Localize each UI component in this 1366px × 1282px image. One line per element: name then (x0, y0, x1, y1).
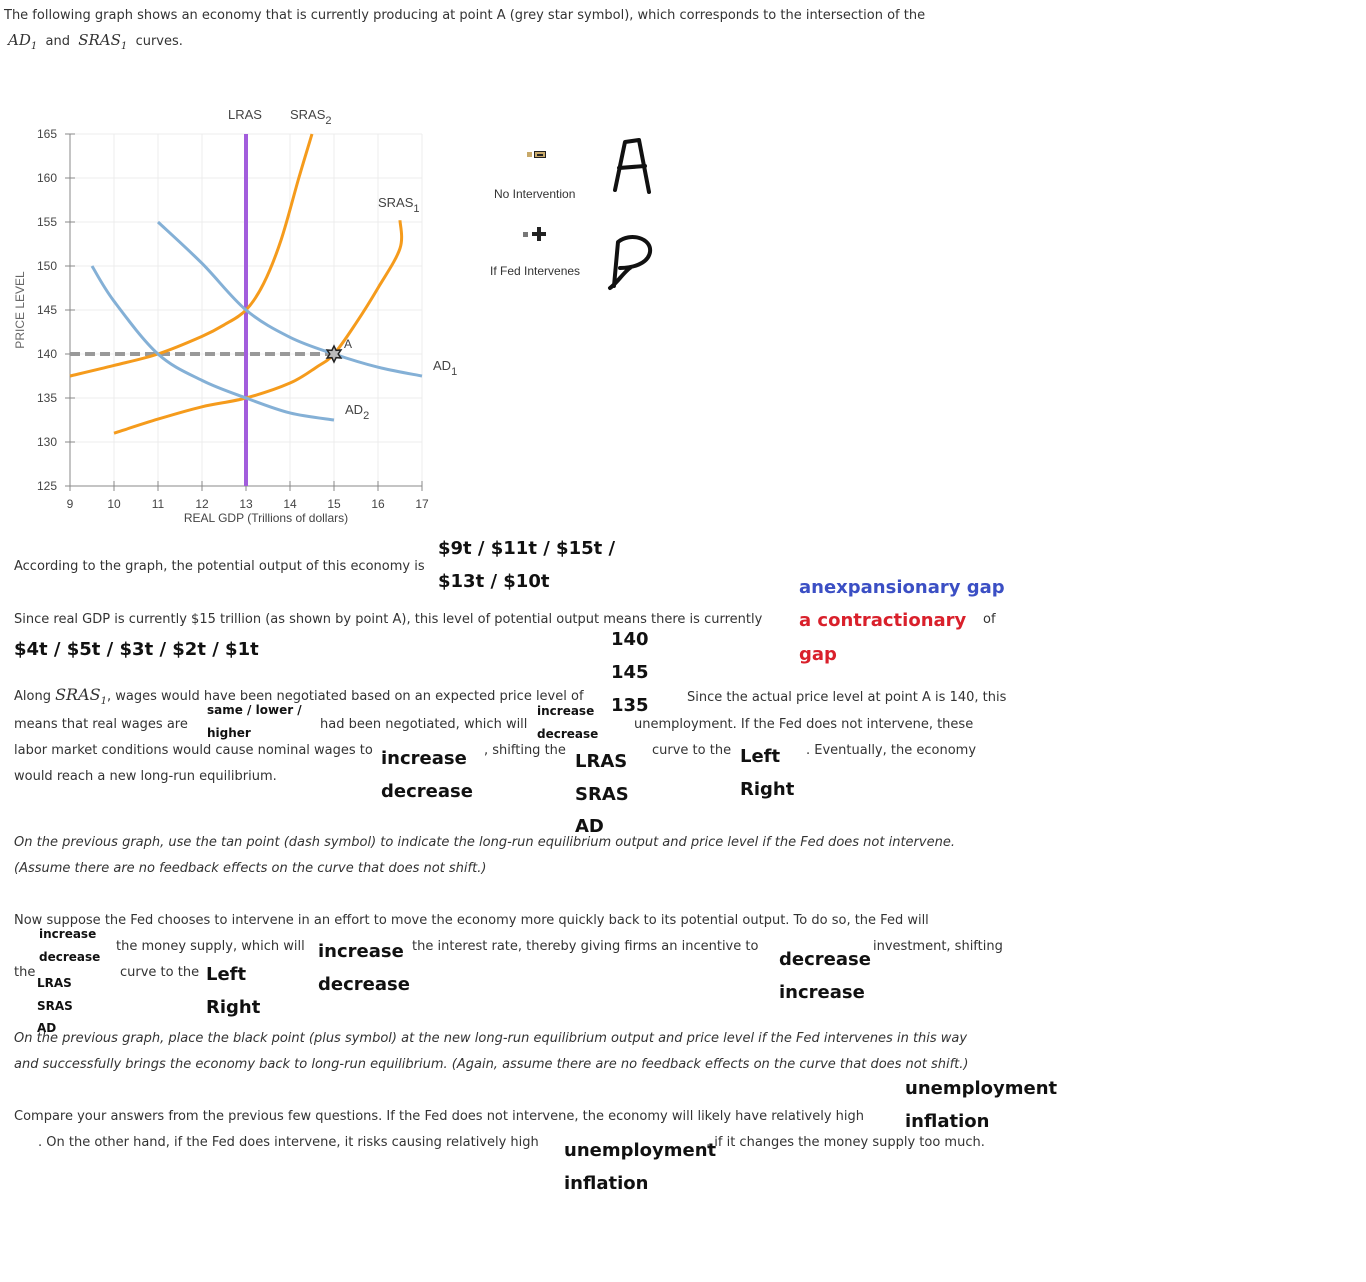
x-tick-label: 17 (415, 497, 429, 511)
q2-option-gap[interactable]: gap (799, 644, 837, 665)
q7-text1: Compare your answers from the previous few questions. If the Fed does not intervene, the economy will likely have relatively high (14, 1109, 865, 1124)
q3-means: means that real wages are (14, 717, 188, 732)
label-lras: LRAS (228, 107, 262, 122)
q2-amount-options[interactable]: $4t / $5t / $3t / $2t / $1t (14, 639, 259, 660)
y-tick-label: 160 (36, 171, 57, 185)
tan-dash-point[interactable] (527, 152, 532, 157)
x-tick-label: 12 (195, 497, 209, 511)
q1-options-line1[interactable]: $9t / $11t / $15t / (438, 538, 616, 559)
curve-sras2[interactable] (70, 134, 312, 376)
x-axis-label: REAL GDP (Trillions of dollars) (183, 511, 349, 525)
handwritten-mark-a (605, 132, 665, 202)
q5-inv-option-increase[interactable]: increase (779, 982, 865, 1003)
y-tick-label: 155 (36, 215, 57, 229)
q7-opt2-inflation[interactable]: inflation (564, 1173, 649, 1194)
q3-option-higher[interactable]: higher (207, 726, 251, 740)
q5-rate-option-increase[interactable]: increase (318, 941, 404, 962)
q3-labor-text: labor market conditions would cause nominal wages to (14, 743, 373, 758)
q1-options-line2[interactable]: $13t / $10t (438, 571, 550, 592)
q3-along-line: Along $SRAS_1$, wages would have been negotiated based on an expected price level of (14, 685, 584, 708)
q1-text: According to the graph, the potential output of this economy is (14, 559, 425, 574)
q5-curve-option-sras[interactable]: SRAS (37, 999, 73, 1013)
q7-text3: , if it changes the money supply too much. (706, 1135, 985, 1150)
x-tick-label: 10 (107, 497, 121, 511)
label-ad2: $AD_2$ (345, 402, 370, 422)
q5-dir-option-left[interactable]: Left (206, 964, 247, 985)
q3-dir-option-right[interactable]: Right (740, 779, 795, 800)
q3-dir-option-left[interactable]: Left (740, 746, 781, 767)
black-plus-point-stub[interactable] (523, 232, 528, 237)
q3-curve-option-lras[interactable]: LRAS (575, 751, 628, 772)
q5-curve-option-lras[interactable]: LRAS (37, 976, 72, 990)
q3-curve-to-the: curve to the (652, 743, 732, 758)
q7-opt1-inflation[interactable]: inflation (905, 1111, 990, 1132)
q5-curve-to-the: curve to the (120, 965, 200, 980)
x-tick-label: 15 (327, 497, 341, 511)
point-a-label: A (344, 337, 353, 351)
y-axis-label: PRICE LEVEL (13, 271, 27, 349)
label-sras2: $SRAS_2$ (290, 107, 332, 127)
intro-line2: $AD_1$ and $SRAS_1$ curves. (8, 31, 183, 52)
intro-line1: The following graph shows an economy that is currently producing at point A (grey star symbol), which corresponds to the intersection of the (4, 8, 926, 23)
q5-rate-option-decrease[interactable]: decrease (318, 974, 410, 995)
x-tick-label: 9 (66, 497, 74, 511)
legend-no-intervention: No Intervention (494, 187, 576, 201)
q3-wage-option-decrease[interactable]: decrease (381, 781, 473, 802)
x-tick-label: 14 (283, 497, 297, 511)
q5-the: the (14, 965, 36, 980)
q3-eventually: . Eventually, the economy (806, 743, 977, 758)
x-tick-label: 16 (371, 497, 385, 511)
y-tick-label: 135 (36, 391, 57, 405)
y-tick-label: 130 (36, 435, 57, 449)
intro-sras1: $SRAS_1$ (78, 31, 128, 52)
q7-opt1-unemployment[interactable]: unemployment (905, 1078, 1058, 1099)
x-tick-label: 13 (239, 497, 253, 511)
q3-curve-option-sras[interactable]: SRAS (575, 784, 629, 805)
q6-line1: On the previous graph, place the black point (plus symbol) at the new long-run equilibrium output and price level if the Fed intervenes in this way (14, 1031, 968, 1046)
legend-fed-intervenes: If Fed Intervenes (490, 264, 581, 278)
q3-price-option-140[interactable]: 140 (611, 629, 649, 650)
q3-unemp-text: unemployment. If the Fed does not intervene, these (634, 717, 974, 732)
q6-line2: and successfully brings the economy back to long-run equilibrium. (Again, assume there are no feedback effects on the curve that does not shift.) (14, 1057, 969, 1072)
q3-option-decrease[interactable]: decrease (537, 727, 599, 741)
q5-dir-option-right[interactable]: Right (206, 997, 261, 1018)
q2-option-expansionary[interactable]: anexpansionary gap (799, 577, 1005, 598)
q3-text2: Since the actual price level at point A is 140, this (687, 690, 1007, 705)
q2-text: Since real GDP is currently $15 trillion (as shown by point A), this level of potential output means there is currently (14, 612, 763, 627)
q3-would-reach: would reach a new long-run equilibrium. (14, 769, 277, 784)
q3-option-same-lower[interactable]: same / lower / (207, 703, 302, 717)
q3-curve-option-ad[interactable]: AD (575, 816, 604, 837)
q5-ms-option-increase[interactable]: increase (39, 927, 97, 941)
y-tick-label: 150 (36, 259, 57, 273)
black-plus-icon[interactable] (531, 226, 547, 242)
intro-ad1: $AD_1$ (8, 31, 38, 52)
q3-had-been: had been negotiated, which will (320, 717, 528, 732)
y-tick-label: 165 (36, 127, 57, 141)
tan-dash-point-body[interactable] (534, 151, 546, 158)
q2-option-contractionary[interactable]: a contractionary (799, 610, 967, 631)
handwritten-mark-p (600, 228, 660, 298)
y-tick-label: 145 (36, 303, 57, 317)
q5-money-supply: the money supply, which will (116, 939, 305, 954)
q5-ms-option-decrease[interactable]: decrease (39, 950, 101, 964)
q3-option-increase[interactable]: increase (537, 704, 595, 718)
q2-of: of (983, 612, 996, 627)
curve-ad2[interactable] (92, 266, 334, 420)
y-tick-label: 140 (36, 347, 57, 361)
y-tick-label: 125 (36, 479, 57, 493)
q3-shifting-the: , shifting the (484, 743, 566, 758)
q5-inv-option-decrease[interactable]: decrease (779, 949, 871, 970)
q3-wage-option-increase[interactable]: increase (381, 748, 467, 769)
q5-investment: investment, shifting (873, 939, 1003, 954)
ad-as-chart[interactable] (0, 95, 470, 535)
q7-text2: . On the other hand, if the Fed does intervene, it risks causing relatively high (38, 1135, 539, 1150)
q5-line1: Now suppose the Fed chooses to intervene in an effort to move the economy more quickly back to its potential output. To do so, the Fed will (14, 913, 929, 928)
label-sras1: $SRAS_1$ (378, 195, 420, 215)
q3-price-option-135[interactable]: 135 (611, 695, 649, 716)
q4-line1: On the previous graph, use the tan point (dash symbol) to indicate the long-run equilibrium output and price level if the Fed does not intervene. (14, 835, 955, 850)
q4-line2: (Assume there are no feedback effects on the curve that does not shift.) (14, 861, 487, 876)
q5-curve-option-ad[interactable]: AD (37, 1021, 57, 1035)
q5-interest: the interest rate, thereby giving firms an incentive to (412, 939, 759, 954)
label-ad1: $AD_1$ (433, 358, 458, 378)
q3-price-option-145[interactable]: 145 (611, 662, 649, 683)
q7-opt2-unemployment[interactable]: unemployment (564, 1140, 717, 1161)
x-tick-label: 11 (151, 497, 165, 511)
